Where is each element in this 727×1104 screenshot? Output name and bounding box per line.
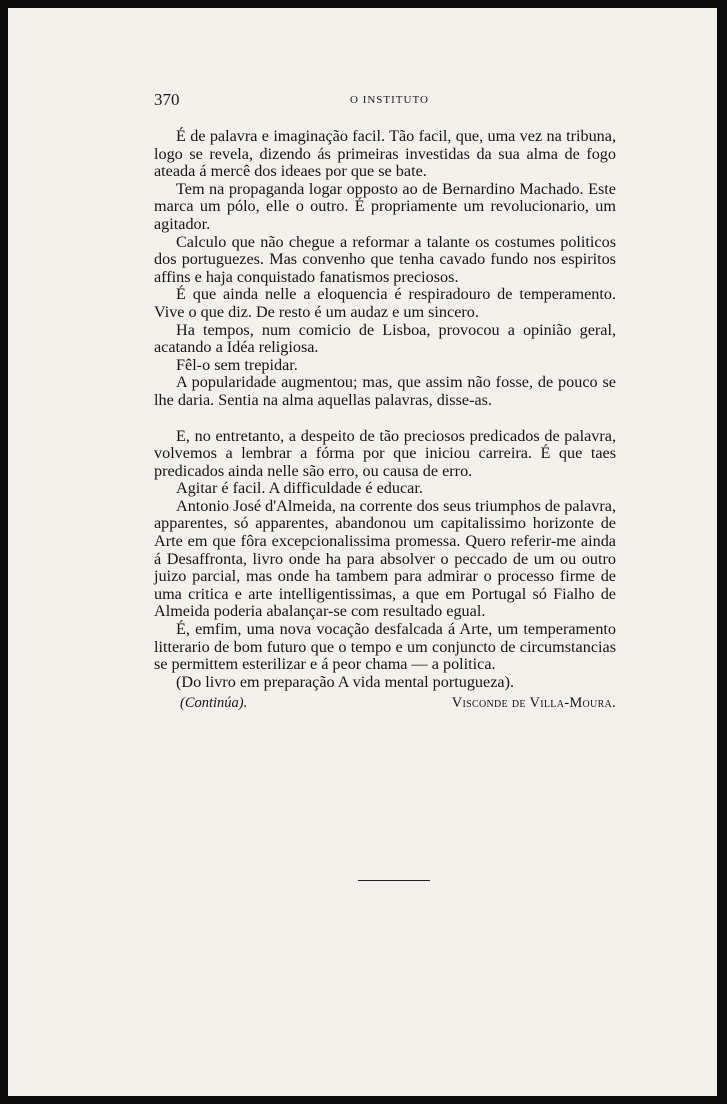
paragraph: É que ainda nelle a eloquencia é respiradouro de temperamento. Vive o que diz. De resto é um audaz e um sincero. [154,285,616,321]
paragraph: Tem na propaganda logar opposto ao de Bernardino Machado. Este marca um pólo, elle o outro. É propriamente um revolucionario, um agitador. [154,179,616,233]
continued-note: (Continúa). [180,695,248,712]
paragraph: Antonio José d'Almeida, na corrente dos seus triumphos de palavra, apparentes, só apparentes, abandonou um capitalissimo horizonte de Arte em que fôra excepcionalissima promessa. Quero referir-me ainda á Desaffronta, livro onde ha para absolver o peccado de um ou outro juizo parcial, mas onde ha tambem para admirar o processo firme de uma critica e arte intelligentissimas, a que em Portugal só Fialho de Almeida poderia abalançar-se com resultado egual. [154,496,616,621]
paragraph: Ha tempos, num comicio de Lisboa, provocou a opinião geral, acatando a Idéa religiosa. [154,320,616,357]
paragraph: E, no entretanto, a despeito de tão preciosos predicados de palavra, volvemos a lembrar a fórma por que iniciou carreira. É que taes predicados ainda nelle são erro, ou causa de erro. [154,426,616,480]
paragraph: É, emfim, uma nova vocação desfalcada á Arte, um temperamento litterario de bom futuro que o tempo e um conjuncto de circumstancias se permittem esterilizar e á peor chama — a politica. [154,620,616,674]
paragraph: A popularidade augmentou; mas, que assim não fosse, de pouco se lhe daria. Sentia na alma aquellas palavras, disse-as. [154,373,616,409]
end-rule [358,880,430,881]
paragraph: Fêl-o sem trepidar. [176,355,298,374]
paragraph: Calculo que não chegue a reformar a talante os costumes politicos dos portuguezes. Mas convenho que tenha cavado fundo nos espiritos affins e haja conquistado fanatismos preciosos. [154,232,616,286]
paragraph: (Do livro em preparação A vida mental portugueza). [176,672,515,691]
paragraph: É de palavra e imaginação facil. Tão facil, que, uma vez na tribuna, logo se revela, dizendo ás primeiras investidas da sua alma de fogo ateada á mercê dos ideaes por que se bate. [154,127,616,181]
author-signature: Visconde de Villa-Moura. [451,695,616,712]
page-header [154,90,634,112]
page-number: 370 [154,90,180,109]
article-body [154,128,616,713]
running-title: O INSTITUTO [350,94,429,106]
paragraph: Agitar é facil. A difficuldade é educar. [176,479,423,498]
signature-line [154,695,616,713]
